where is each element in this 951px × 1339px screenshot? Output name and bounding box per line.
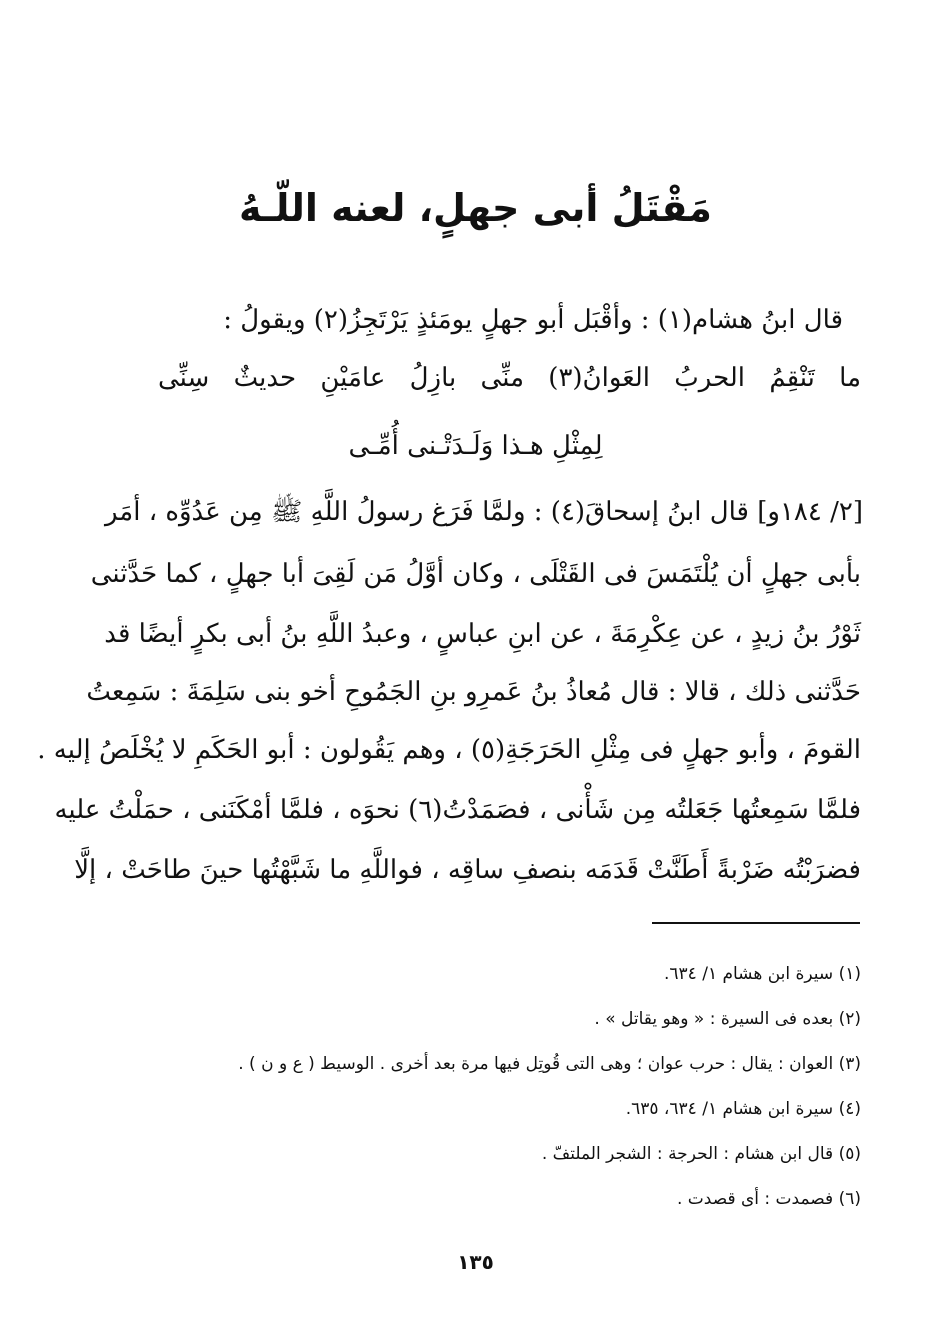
page-number: ١٣٥: [457, 1250, 494, 1274]
footnote-divider: [652, 922, 860, 924]
text-line: فلمَّا سَمِعتُها جَعَلتُه مِن شَأْنى ، فصَمَدْتُ(٦) نحوَه ، فلمَّا أمْكَنَنى ، حمَلْتُ عليه: [54, 795, 861, 825]
footnote: (٦) فصمدت : أى قصدت .: [676, 1189, 861, 1209]
footnote: (٣) العوان : يقال : حرب عوان ؛ وهى التى قُوتِل فيها مرة بعد أخرى . الوسيط ( ع و ن ) .: [238, 1054, 861, 1074]
text-line: قال ابنُ هشام(١) : وأقْبَل أبو جهلٍ يومَئذٍ يَرْتَجِزُ(٢) ويقولُ :: [223, 305, 843, 335]
footnote: (١) سيرة ابن هشام ١/ ٦٣٤.: [663, 964, 861, 984]
footnote: (٤) سيرة ابن هشام ١/ ٦٣٤، ٦٣٥.: [625, 1099, 861, 1119]
chapter-title: مَقْتَلُ أبى جهلٍ، لعنه اللّـهُ: [239, 186, 712, 230]
footnote: (٥) قال ابن هشام : الحرجة : الشجر الملتفّ .: [541, 1144, 861, 1164]
text-line: القومَ ، وأبو جهلٍ فى مِثْلِ الحَرَجَةِ(٥) ، وهم يَقُولون : أبو الحَكَمِ لا يُخْلَصُ إليه .: [37, 735, 861, 765]
text-line: بأبى جهلٍ أن يُلْتَمَسَ فى القَتْلَى ، وكان أوَّلُ مَن لَقِىَ أبا جهلٍ ، كما حَدَّثنى: [90, 559, 861, 589]
poem-verse-line: لِمِثْلِ هـذا وَلَـدَتْـنى أُمِّـى: [348, 431, 603, 461]
text-line: فضرَبْتُه ضَرْبةً أَطَنَّتْ قَدَمَه بنصفِ ساقِه ، فواللَّهِ ما شَبَّهْتُها حينَ طاحَتْ ، إلَّا: [74, 855, 861, 885]
text-line: حَدَّثنى ذلك ، قالا : قال مُعاذُ بنُ عَمرِو بنِ الجَمُوحِ أخو بنى سَلِمَةَ : سَمِعتُ: [86, 677, 861, 707]
text-line: ثَوْرُ بنُ زيدٍ ، عن عِكْرِمَةَ ، عن ابنِ عباسٍ ، وعبدُ اللَّهِ بنُ أبى بكرٍ أيضًا قد: [104, 619, 861, 649]
poem-verse-line: ما تَنْقِمُ الحربُ العَوانُ(٣) منِّى بازِلُ عامَيْنِ حديثٌ سِنِّى: [158, 363, 861, 393]
footnote: (٢) بعده فى السيرة : « وهو يقاتل » .: [594, 1009, 861, 1029]
text-line: [٢/ ١٨٤و] قال ابنُ إسحاقَ(٤) : ولمَّا فَرَغ رسولُ اللَّهِ ﷺ مِن عَدُوِّه ، أمَر: [104, 497, 863, 527]
footnotes: [150, 952, 861, 1222]
